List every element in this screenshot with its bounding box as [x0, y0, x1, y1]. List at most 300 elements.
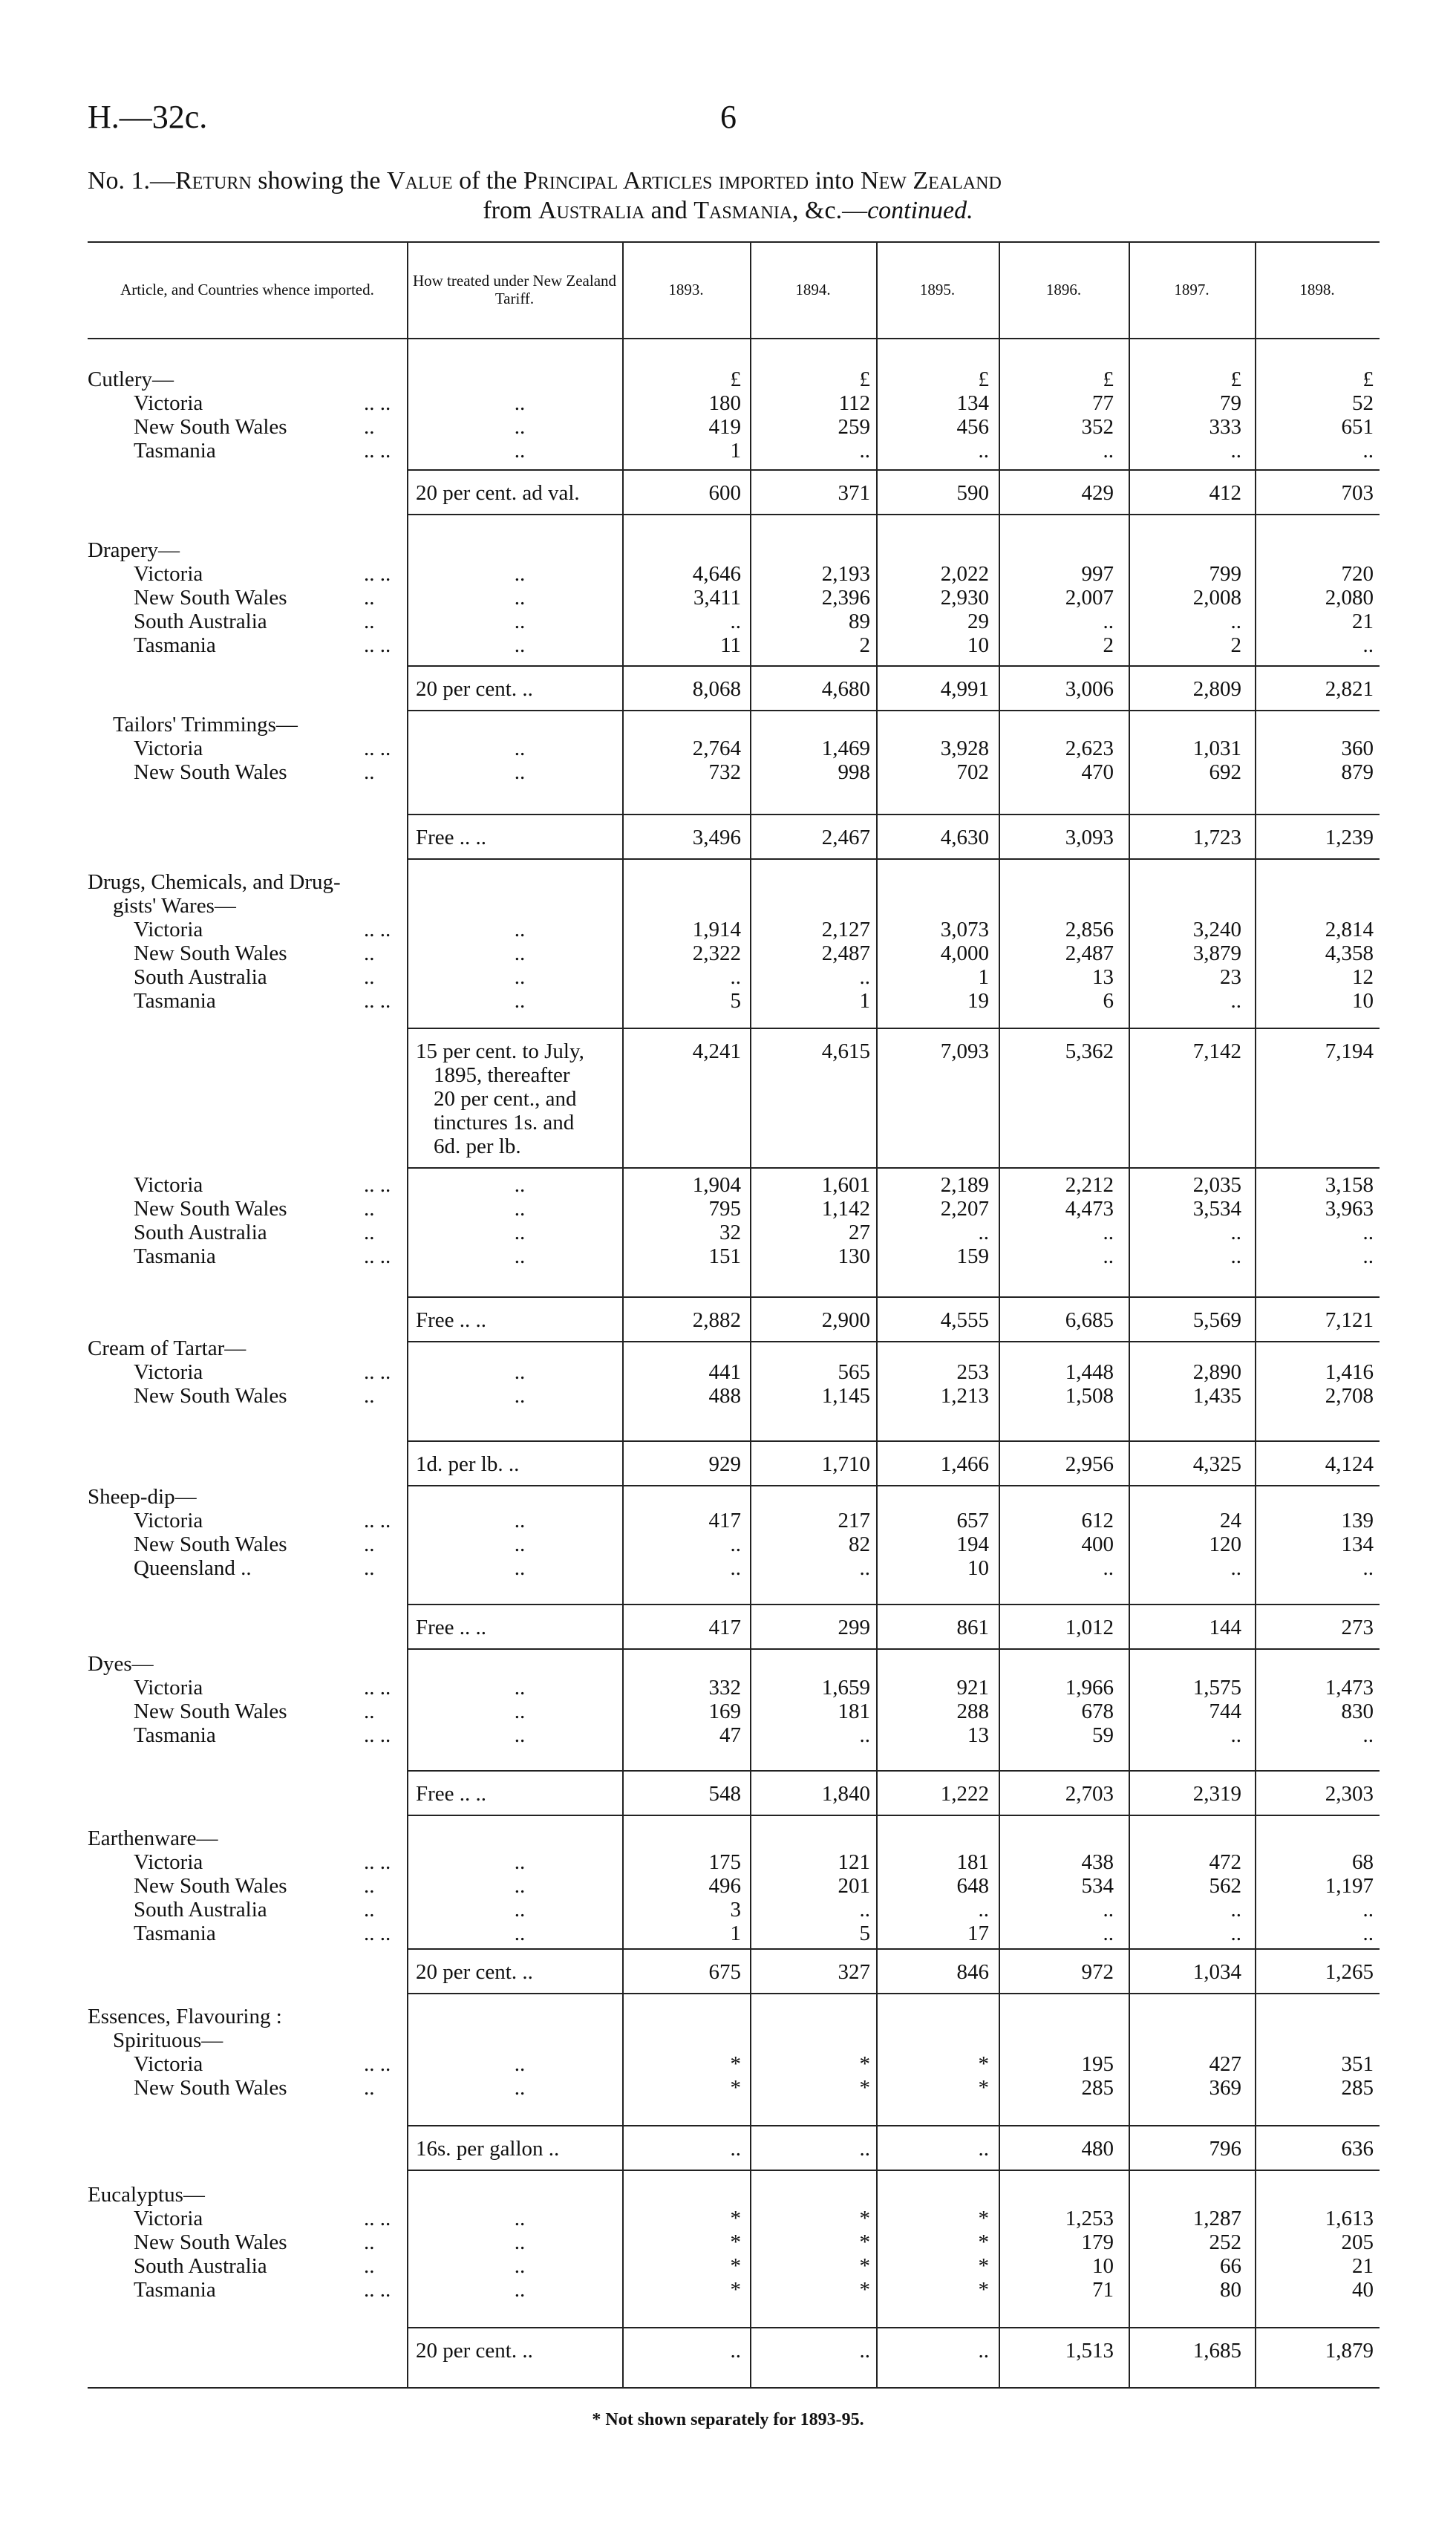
- value-cell: 702: [956, 760, 989, 784]
- value-cell: 259: [838, 415, 870, 439]
- total-cell: 861: [956, 1616, 989, 1639]
- value-cell: 2,212: [1065, 1173, 1114, 1197]
- value-cell: 3,240: [1192, 918, 1241, 941]
- value-cell: 2,708: [1325, 1384, 1374, 1408]
- title-principal: Principal Articles imported: [523, 167, 809, 195]
- leader-dots: .. ..: [364, 1244, 391, 1268]
- leader-dots: .. ..: [364, 2052, 391, 2076]
- subtotal-rule: [407, 2327, 1380, 2328]
- title-tasmania: Tasmania: [693, 197, 793, 224]
- value-cell: 1,575: [1192, 1676, 1241, 1700]
- value-cell: 419: [708, 415, 741, 439]
- value-cell: ..: [730, 1556, 741, 1580]
- title-mid1: showing the: [251, 167, 388, 195]
- leader-dots: .. ..: [364, 2207, 391, 2230]
- leader-dots: ..: [364, 2230, 375, 2254]
- value-cell: 2,189: [940, 1173, 989, 1197]
- leader-dots: .. ..: [364, 633, 391, 657]
- value-cell: 23: [1220, 965, 1241, 989]
- currency-symbol: £: [978, 368, 989, 391]
- leader-dots: ..: [364, 1898, 375, 1922]
- group-bottom-rule: [407, 1341, 1380, 1342]
- leader-dots: .. ..: [364, 1173, 391, 1197]
- leader-dots: .. ..: [364, 1676, 391, 1700]
- value-cell: 1,142: [821, 1197, 870, 1221]
- value-cell: *: [859, 2278, 870, 2302]
- treatment-dots: ..: [514, 2254, 526, 2278]
- value-cell: 4,358: [1325, 941, 1374, 965]
- total-cell: ..: [859, 2339, 870, 2363]
- value-cell: 997: [1081, 562, 1114, 586]
- value-cell: *: [978, 2230, 989, 2254]
- leader-dots: ..: [364, 1700, 375, 1723]
- currency-symbol: £: [1230, 368, 1241, 391]
- leader-dots: .. ..: [364, 1509, 391, 1532]
- value-cell: ..: [1362, 1556, 1374, 1580]
- value-cell: 351: [1341, 2052, 1374, 2076]
- total-cell: 846: [956, 1960, 989, 1984]
- value-cell: 1,253: [1065, 2207, 1114, 2230]
- total-cell: 600: [708, 481, 741, 505]
- leader-dots: ..: [364, 760, 375, 784]
- currency-symbol: £: [730, 368, 741, 391]
- treatment-dots: ..: [514, 1850, 526, 1874]
- group-bottom-rule: [407, 2170, 1380, 2171]
- treatment-dots: ..: [514, 439, 526, 463]
- group-bottom-rule: [407, 1485, 1380, 1486]
- treatment-dots: ..: [514, 562, 526, 586]
- total-cell: 2,703: [1065, 1782, 1114, 1806]
- value-cell: 112: [838, 391, 870, 415]
- group-title: Earthenware—: [88, 1827, 218, 1850]
- value-cell: *: [978, 2278, 989, 2302]
- column-header-year: 1894.: [795, 281, 831, 298]
- total-cell: 703: [1341, 481, 1374, 505]
- treatment-dots: ..: [514, 2230, 526, 2254]
- total-cell: 2,900: [821, 1308, 870, 1332]
- value-cell: 3,928: [940, 737, 989, 760]
- treatment-dots: ..: [514, 1244, 526, 1268]
- value-cell: 47: [719, 1723, 741, 1747]
- title-mid3: into: [809, 167, 861, 195]
- total-cell: 8,068: [692, 677, 741, 701]
- country-name: Tasmania: [134, 1723, 216, 1747]
- value-cell: ..: [1230, 1922, 1241, 1945]
- value-cell: 1,469: [821, 737, 870, 760]
- value-cell: 879: [1341, 760, 1374, 784]
- total-cell: 371: [838, 481, 870, 505]
- value-cell: ..: [1230, 439, 1241, 463]
- value-cell: *: [859, 2230, 870, 2254]
- value-cell: 169: [708, 1700, 741, 1723]
- country-name: Queensland ..: [134, 1556, 252, 1580]
- treatment-dots: ..: [514, 1384, 526, 1408]
- country-name: South Australia: [134, 1898, 267, 1922]
- tariff-treatment: 16s. per gallon ..: [416, 2137, 560, 2161]
- value-cell: 1,508: [1065, 1384, 1114, 1408]
- value-cell: 151: [708, 1244, 741, 1268]
- group-title: gists' Wares—: [113, 894, 236, 918]
- tariff-treatment: 20 per cent. ..: [416, 677, 533, 701]
- title-value: Value: [387, 167, 453, 195]
- value-cell: 1,613: [1325, 2207, 1374, 2230]
- value-cell: 1,904: [692, 1173, 741, 1197]
- country-name: Victoria: [134, 391, 203, 415]
- value-cell: 2,022: [940, 562, 989, 586]
- value-cell: 1,031: [1192, 737, 1241, 760]
- group-title: Essences, Flavouring :: [88, 2005, 282, 2028]
- leader-dots: .. ..: [364, 2278, 391, 2302]
- country-name: New South Wales: [134, 1874, 287, 1898]
- leader-dots: .. ..: [364, 1922, 391, 1945]
- value-cell: 134: [956, 391, 989, 415]
- country-name: Tasmania: [134, 633, 216, 657]
- value-cell: 59: [1092, 1723, 1114, 1747]
- value-cell: 744: [1209, 1700, 1241, 1723]
- value-cell: 1,448: [1065, 1360, 1114, 1384]
- value-cell: 732: [708, 760, 741, 784]
- total-cell: 1,723: [1192, 826, 1241, 849]
- country-name: Victoria: [134, 562, 203, 586]
- total-cell: 3,006: [1065, 677, 1114, 701]
- group-title: Drapery—: [88, 538, 180, 562]
- value-cell: 438: [1081, 1850, 1114, 1874]
- value-cell: 71: [1092, 2278, 1114, 2302]
- leader-dots: ..: [364, 1221, 375, 1244]
- total-cell: 548: [708, 1782, 741, 1806]
- leader-dots: ..: [364, 1384, 375, 1408]
- value-cell: 2,080: [1325, 586, 1374, 610]
- tariff-treatment: 6d. per lb.: [434, 1135, 521, 1158]
- value-cell: ..: [1230, 1244, 1241, 1268]
- group-bottom-rule: [407, 514, 1380, 515]
- tariff-treatment: Free .. ..: [416, 1308, 487, 1332]
- country-name: Victoria: [134, 2052, 203, 2076]
- table-bottom-rule: [88, 2387, 1380, 2389]
- value-cell: 3,879: [1192, 941, 1241, 965]
- value-cell: 333: [1209, 415, 1241, 439]
- total-cell: 4,991: [940, 677, 989, 701]
- value-cell: ..: [859, 1723, 870, 1747]
- value-cell: 5: [859, 1922, 870, 1945]
- leader-dots: ..: [364, 2254, 375, 2278]
- value-cell: 799: [1209, 562, 1241, 586]
- value-cell: ..: [1362, 633, 1374, 657]
- value-cell: 496: [708, 1874, 741, 1898]
- total-cell: 5,569: [1192, 1308, 1241, 1332]
- value-cell: 139: [1341, 1509, 1374, 1532]
- value-cell: 10: [1352, 989, 1374, 1013]
- value-cell: 2,856: [1065, 918, 1114, 941]
- column-header-year: 1897.: [1174, 281, 1209, 298]
- value-cell: ..: [978, 439, 989, 463]
- value-cell: 4,000: [940, 941, 989, 965]
- total-cell: 7,194: [1325, 1039, 1374, 1063]
- total-cell: 273: [1341, 1616, 1374, 1639]
- title-etc: , &c.—: [792, 197, 868, 224]
- total-cell: 2,956: [1065, 1452, 1114, 1476]
- value-cell: 21: [1352, 2254, 1374, 2278]
- value-cell: 427: [1209, 2052, 1241, 2076]
- total-cell: 144: [1209, 1616, 1241, 1639]
- value-cell: 252: [1209, 2230, 1241, 2254]
- leader-dots: .. ..: [364, 1723, 391, 1747]
- value-cell: 562: [1209, 1874, 1241, 1898]
- value-cell: 13: [1092, 965, 1114, 989]
- value-cell: 134: [1341, 1532, 1374, 1556]
- value-cell: 1,213: [940, 1384, 989, 1408]
- value-cell: 1,659: [821, 1676, 870, 1700]
- leader-dots: ..: [364, 415, 375, 439]
- value-cell: ..: [1103, 1221, 1114, 1244]
- value-cell: 285: [1081, 2076, 1114, 2100]
- value-cell: 2,396: [821, 586, 870, 610]
- total-cell: 7,121: [1325, 1308, 1374, 1332]
- value-cell: 253: [956, 1360, 989, 1384]
- column-divider: [407, 241, 408, 2387]
- treatment-dots: ..: [514, 1556, 526, 1580]
- value-cell: 10: [967, 1556, 989, 1580]
- group-title: Cream of Tartar—: [88, 1336, 247, 1360]
- value-cell: *: [978, 2052, 989, 2076]
- value-cell: ..: [1103, 610, 1114, 633]
- value-cell: 52: [1352, 391, 1374, 415]
- value-cell: 648: [956, 1874, 989, 1898]
- treatment-dots: ..: [514, 1874, 526, 1898]
- value-cell: 651: [1341, 415, 1374, 439]
- leader-dots: ..: [364, 1532, 375, 1556]
- column-header-year: 1898.: [1299, 281, 1335, 298]
- page-number: 6: [720, 99, 737, 135]
- value-cell: 82: [849, 1532, 870, 1556]
- treatment-dots: ..: [514, 989, 526, 1013]
- value-cell: 2,007: [1065, 586, 1114, 610]
- leader-dots: .. ..: [364, 391, 391, 415]
- value-cell: 2,623: [1065, 737, 1114, 760]
- column-divider: [1255, 241, 1256, 2387]
- leader-dots: .. ..: [364, 1360, 391, 1384]
- treatment-dots: ..: [514, 941, 526, 965]
- total-cell: 417: [708, 1616, 741, 1639]
- value-cell: 11: [720, 633, 741, 657]
- treatment-dots: ..: [514, 2052, 526, 2076]
- value-cell: *: [730, 2076, 741, 2100]
- value-cell: 998: [838, 760, 870, 784]
- treatment-dots: ..: [514, 1509, 526, 1532]
- table-title-line-2: [0, 197, 1456, 225]
- total-cell: 412: [1209, 481, 1241, 505]
- value-cell: 720: [1341, 562, 1374, 586]
- total-cell: 675: [708, 1960, 741, 1984]
- total-cell: ..: [730, 2339, 741, 2363]
- value-cell: 68: [1352, 1850, 1374, 1874]
- total-cell: 429: [1081, 481, 1114, 505]
- leader-dots: .. ..: [364, 562, 391, 586]
- total-cell: 590: [956, 481, 989, 505]
- value-cell: 2,930: [940, 586, 989, 610]
- total-cell: 7,093: [940, 1039, 989, 1063]
- value-cell: 1: [978, 965, 989, 989]
- subtotal-rule: [407, 1296, 1380, 1298]
- tariff-treatment: 1895, thereafter: [434, 1063, 570, 1087]
- value-cell: *: [730, 2254, 741, 2278]
- total-cell: 4,241: [692, 1039, 741, 1063]
- tariff-treatment: 20 per cent. ad val.: [416, 481, 580, 505]
- value-cell: 5: [730, 989, 741, 1013]
- value-cell: 120: [1209, 1532, 1241, 1556]
- total-cell: 299: [838, 1616, 870, 1639]
- value-cell: 2,322: [692, 941, 741, 965]
- value-cell: 369: [1209, 2076, 1241, 2100]
- country-name: South Australia: [134, 1221, 267, 1244]
- column-header-year: 1896.: [1045, 281, 1082, 298]
- currency-symbol: £: [1103, 368, 1114, 391]
- value-cell: ..: [859, 439, 870, 463]
- value-cell: 3,963: [1325, 1197, 1374, 1221]
- value-cell: ..: [730, 965, 741, 989]
- tariff-treatment: tinctures 1s. and: [434, 1111, 575, 1135]
- value-cell: 2,814: [1325, 918, 1374, 941]
- group-title: Sheep-dip—: [88, 1485, 197, 1509]
- value-cell: 180: [708, 391, 741, 415]
- value-cell: 1: [859, 989, 870, 1013]
- total-cell: 4,124: [1325, 1452, 1374, 1476]
- value-cell: 3,158: [1325, 1173, 1374, 1197]
- group-title: Spirituous—: [113, 2028, 223, 2052]
- total-cell: 6,685: [1065, 1308, 1114, 1332]
- subtotal-rule: [407, 1440, 1380, 1442]
- value-cell: 2: [1230, 633, 1241, 657]
- country-name: New South Wales: [134, 415, 287, 439]
- total-cell: 1,840: [821, 1782, 870, 1806]
- value-cell: 921: [956, 1676, 989, 1700]
- value-cell: *: [978, 2254, 989, 2278]
- value-cell: 2,487: [1065, 941, 1114, 965]
- title-and: and: [644, 197, 694, 224]
- group-title: Dyes—: [88, 1652, 154, 1676]
- value-cell: 4,473: [1065, 1197, 1114, 1221]
- leader-dots: .. ..: [364, 1850, 391, 1874]
- tariff-treatment: Free .. ..: [416, 1616, 487, 1639]
- tariff-treatment: Free .. ..: [416, 1782, 487, 1806]
- value-cell: 6: [1103, 989, 1114, 1013]
- treatment-dots: ..: [514, 1197, 526, 1221]
- value-cell: 201: [838, 1874, 870, 1898]
- column-header-year: 1893.: [668, 281, 704, 298]
- country-name: South Australia: [134, 2254, 267, 2278]
- total-cell: 1,710: [821, 1452, 870, 1476]
- total-cell: 4,325: [1192, 1452, 1241, 1476]
- subtotal-rule: [407, 665, 1380, 667]
- total-cell: 4,615: [821, 1039, 870, 1063]
- value-cell: 66: [1220, 2254, 1241, 2278]
- leader-dots: ..: [364, 941, 375, 965]
- total-cell: 1,685: [1192, 2339, 1241, 2363]
- value-cell: 2: [859, 633, 870, 657]
- treatment-dots: ..: [514, 965, 526, 989]
- value-cell: 29: [967, 610, 989, 633]
- value-cell: 1,145: [821, 1384, 870, 1408]
- value-cell: 2,193: [821, 562, 870, 586]
- value-cell: 1,966: [1065, 1676, 1114, 1700]
- column-header-year: 1895.: [919, 281, 956, 298]
- column-divider: [999, 241, 1000, 2387]
- value-cell: 2,207: [940, 1197, 989, 1221]
- treatment-dots: ..: [514, 586, 526, 610]
- value-cell: *: [730, 2052, 741, 2076]
- value-cell: 470: [1081, 760, 1114, 784]
- value-cell: 1,914: [692, 918, 741, 941]
- value-cell: 472: [1209, 1850, 1241, 1874]
- title-return: Return: [175, 167, 252, 195]
- subtotal-rule: [407, 469, 1380, 471]
- value-cell: 2,487: [821, 941, 870, 965]
- value-cell: *: [859, 2052, 870, 2076]
- value-cell: 175: [708, 1850, 741, 1874]
- value-cell: ..: [859, 1556, 870, 1580]
- value-cell: 159: [956, 1244, 989, 1268]
- leader-dots: ..: [364, 1556, 375, 1580]
- total-cell: 3,496: [692, 826, 741, 849]
- treatment-dots: ..: [514, 2076, 526, 2100]
- country-name: New South Wales: [134, 2230, 287, 2254]
- value-cell: 352: [1081, 415, 1114, 439]
- country-name: Victoria: [134, 918, 203, 941]
- total-cell: ..: [730, 2137, 741, 2161]
- value-cell: 534: [1081, 1874, 1114, 1898]
- value-cell: *: [859, 2076, 870, 2100]
- value-cell: ..: [1103, 439, 1114, 463]
- value-cell: 27: [849, 1221, 870, 1244]
- total-cell: ..: [978, 2137, 989, 2161]
- value-cell: ..: [1230, 1221, 1241, 1244]
- country-name: New South Wales: [134, 1700, 287, 1723]
- value-cell: 488: [708, 1384, 741, 1408]
- value-cell: 3,534: [1192, 1197, 1241, 1221]
- value-cell: 360: [1341, 737, 1374, 760]
- value-cell: ..: [859, 1898, 870, 1922]
- treatment-dots: ..: [514, 918, 526, 941]
- value-cell: 195: [1081, 2052, 1114, 2076]
- country-name: New South Wales: [134, 2076, 287, 2100]
- value-cell: 194: [956, 1532, 989, 1556]
- total-cell: 1,879: [1325, 2339, 1374, 2363]
- subtotal-rule: [407, 1028, 1380, 1029]
- country-name: New South Wales: [134, 760, 287, 784]
- total-cell: 929: [708, 1452, 741, 1476]
- value-cell: 2,127: [821, 918, 870, 941]
- value-cell: *: [978, 2207, 989, 2230]
- value-cell: 830: [1341, 1700, 1374, 1723]
- value-cell: 2: [1103, 633, 1114, 657]
- country-name: New South Wales: [134, 1197, 287, 1221]
- value-cell: 1,416: [1325, 1360, 1374, 1384]
- value-cell: 40: [1352, 2278, 1374, 2302]
- value-cell: 32: [719, 1221, 741, 1244]
- treatment-dots: ..: [514, 1700, 526, 1723]
- value-cell: ..: [730, 610, 741, 633]
- group-bottom-rule: [407, 1993, 1380, 1994]
- value-cell: ..: [1230, 989, 1241, 1013]
- group-bottom-rule: [407, 710, 1380, 711]
- value-cell: 332: [708, 1676, 741, 1700]
- value-cell: 89: [849, 610, 870, 633]
- leader-dots: ..: [364, 586, 375, 610]
- treatment-dots: ..: [514, 1922, 526, 1945]
- subtotal-rule: [407, 2125, 1380, 2126]
- tariff-treatment: 1d. per lb. ..: [416, 1452, 520, 1476]
- value-cell: 1: [730, 439, 741, 463]
